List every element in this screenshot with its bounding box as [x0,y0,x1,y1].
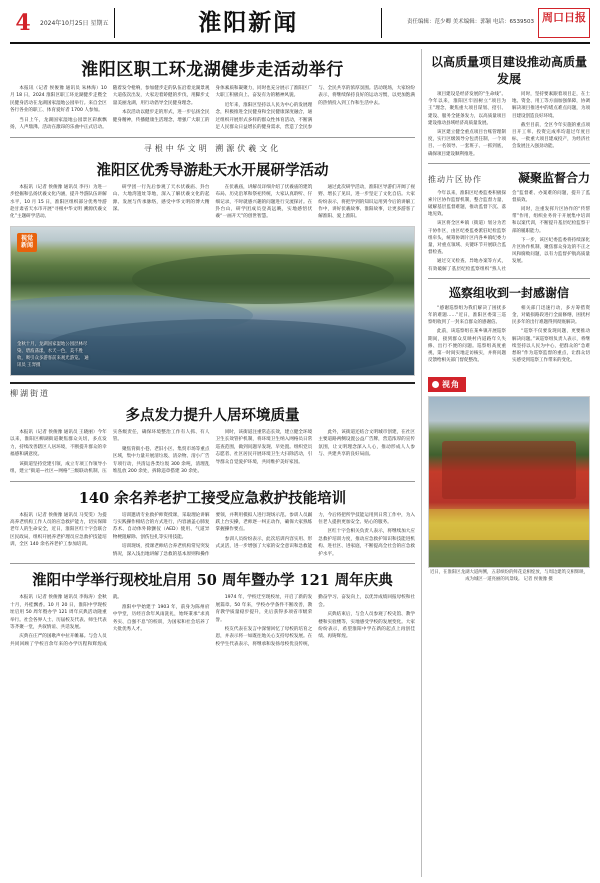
paragraph: 本次活动以健步走的形式，进一步弘扬全民健身精神，传播健康生活理念，增强广大职工的身体素质和凝聚力，同时也充分展示了淮阳区广大职工积极向上、奋发有为的精神风貌。 [112,86,313,123]
paragraph: 截至目前，全区今年实施的重点项目开工率、投资完成率均超过年度目标，一批重大项目建成投产，为经济社会发展注入强劲动能。 [512,122,590,150]
divider [428,278,590,279]
paragraph: 今年以来，淮阳区纪委监委积极探索片区协作监督机制，整合监督力量，破解基层监督难题，推动监督下沉、落地见效。 [428,190,506,218]
school-headline: 淮阳中学举行现校址启用 50 周年暨办学 121 周年庆典 [32,572,393,590]
right-top-headline: 以高质量项目建设推动高质量发展 [430,55,587,86]
divider [10,137,415,138]
divider [10,481,415,482]
paragraph: 此前，该巡察组在某乡镇开展巡察期间，接到群众反映村内道路年久失修、出行不便的问题。巡察组高度重视，第一时间实地走访核实，并将问题反馈给相关部门督促整改。 [428,329,506,364]
flower-photo-caption: 近日，在淮阳区龙湖大道两侧，五彩缤纷的鲜花竞相绽放，与周边建筑交相辉映，成为城区一道亮丽的风景线。 记者 侯俊豫 摄 [429,570,589,582]
page-body [10,49,590,877]
paragraph: 参训人员纷纷表示，此次培训内容实用、形式灵活，进一步增强了大家的安全意识和急救能力，今后将把所学技能运用到日常工作中，为入住老人提供更加安全、贴心的服务。 [215,512,415,550]
left-column [10,49,422,877]
paragraph: 近年来，淮阳区坚持以人民为中心的发展理念，积极推进全民健身和全民健康深度融合，通过组织开展形式多样的群众性体育活动，不断满足人民群众日益增长的健身需求，营造了全民参与、全民共享的浓厚氛围。活动现场，大家纷纷表示，将继续保持良好的运动习惯，以更加饱满的热情投入到工作和生活中去。 [215,86,415,131]
masthead-title: 淮阳新闻 [114,8,382,38]
paragraph: 同时，注重发挥片区协作的“传帮带”作用，组织业务骨干开展集中培训和以案代训，不断提升基层纪检监察干部的履职能力。 [512,207,590,234]
school-article-body [10,594,415,648]
second-headline: 淮阳区优秀导游赴天水开展研学活动 [96,161,329,179]
paragraph: 同时，坚持要素跟着项目走，在土地、资金、用工等方面加强保障，协调解决项目推进中的堵点难点问题，为项目建设创造良好环境。 [512,92,590,119]
photo-detail [429,540,589,567]
street-headline: 多点发力提升人居环境质量 [125,406,300,424]
paragraph: “感谢巡察组为我们解决了困扰多年的难题……”近日，淮阳区委第三巡察组收到了一封来自群众的感谢信。 [428,305,506,326]
right-top-body [428,91,590,158]
article-kicker: 寻根中华文明 溯源伏羲文化 [143,143,282,153]
paragraph: 培训现场，授课老师结合养老机构常见突发情况，深入浅出地讲解了急救的基本原则和操作要领，并利用模拟人进行现场示范。参训人员踊跃上台实操，老师逐一纠正动作，确保大家熟练掌握操作要点。 [112,512,313,557]
mid-article-body [428,190,590,273]
divider [10,382,415,384]
paragraph: 当日上午，龙湖国家湿地公园景区彩旗飘扬，人声鼎沸。活动在激昂的乐曲中正式启动。随着发令枪响，参加健步走的队伍沿着龙湖景观大道依次出发，大家迈着矫健的步伐，用脚步丈量美丽龙湖，用行动倡导全民健身理念。 [10,86,210,131]
paragraph: 通过此次研学活动，淮阳区导游们开阔了视野、增长了见识，进一步坚定了文化自信。大家纷纷表示，将把学到的知识运用到今后的讲解工作中，讲好伏羲故事、淮阳故事，让更多游客了解淮阳、爱上淮阳。 [318,184,415,220]
paragraph: 下一步，该区纪委监委将持续深化片区协作机制，聚焦群众身边的不正之风和腐败问题，以有力监督护航高质量发展。 [512,237,590,265]
photo-detail [429,509,589,540]
paragraph: 研学团一行先后参观了天水伏羲庙、卦台山、大地湾遗址等地，深入了解伏羲文化的起源、发展与传承脉络，感受中华文明的博大精深。 [112,184,210,212]
paragraph: 在伏羲庙，讲解员详细介绍了伏羲庙的建筑布局、历史沿革和祭祀传统，大家认真聆听、仔细记录，不时就感兴趣的问题进行交流探讨。在卦台山，研学团成员登高远眺，实地感悟伏羲“一画开天”的创世智慧。 [215,184,313,220]
lead-article-body [10,85,415,132]
paragraph: 淮阳中学始建于 1903 年，前身为陈州府中学堂，历经百余年风雨洗礼，始终秉承“求真务实、自强不息”的校训，为国家和社会培养了大批优秀人才。 [112,604,210,632]
street-kicker: 柳湖街道 [10,388,50,398]
paragraph: 1974 年，学校迁至现校址，开启了新的发展篇章。50 年来，学校办学条件不断改善，教育教学质量稳步提升，先后获得多项省市级荣誉。 [215,595,313,623]
paragraph: 通过交叉检查、异地办案等方式，有效破解了基层纪检监察组织“熟人社会”监督难、办案难的问题，提升了监督质效。 [428,190,590,272]
paragraph: 项目建设是经济发展的“生命线”。今年以来，淮阳区牢固树立“项目为王”理念，聚焦重大项目谋划、招引、建设、服务全链条发力，以高质量项目建设推动县域经济高质量发展。 [428,92,506,126]
flower-photo [428,396,590,568]
perspective-section [428,372,590,392]
video-news-badge[interactable]: 视觉 新闻 [17,233,37,252]
perspective-tag[interactable] [428,377,466,392]
photo-detail [442,441,576,499]
photo-detail [132,254,394,304]
paragraph: 本报讯（记者 侯俊豫 通讯员 李丹）为进一步挖掘和弘扬伏羲文化内涵，提升导游队伍讲解水平，10 月 15 日，淮阳区组织部分优秀导游赴甘肃省天水市开展“寻根中华文明 溯源伏羲文化”主题研学活动。 [10,184,107,220]
divider [10,563,415,564]
divider [428,163,590,164]
photo-vertical-caption: 金秋十月，龙湖国家湿地公园层林尽染、碧波荡漾，水天一色，美不胜收，吸引众多游客前来观光游览。 通讯员 王羿摄 [17,341,89,368]
masthead [10,6,590,44]
masthead-staff-line: 责任编辑：范少卿 美术编辑：郭颖 电话：6539503 [407,19,534,26]
letter-headline: 巡察组收到一封感谢信 [448,285,569,300]
lake-photo [10,226,415,376]
training-headline: 140 余名养老护工接受应急救护技能培训 [78,489,347,507]
paragraph: 本报讯（记者 侯俊豫 通讯员 马雯雯）为提高养老机构工作人员的应急救护能力，切实保障老年人的生命安全，近日，淮阳区红十字会联合区民政局，组织开展养老护理员应急救护技能培训，全区 140 余名养老护工参加培训。 [10,512,107,548]
paragraph: 区红十字会相关负责人表示，将继续加大应急救护培训力度，推动应急救护知识和技能进机构、进社区、进家庭，不断提高全社会的应急救护水平。 [318,529,415,557]
camera-icon [432,381,439,388]
paragraph: 该区将全区乡镇（街道）划分为若干协作区，由区纪委监委派驻纪检监察组牵头，统筹协调片区内各乡镇纪委力量，对重点领域、关键环节开展联合监督检查。 [428,221,506,256]
paragraph: 本报讯（记者 侯俊豫 通讯员 李海涛）金秋十月，丹桂飘香。10 月 20 日，淮阳中学现校址启用 50 周年暨办学 121 周年庆典活动隆重举行。社会各界人士、历届校友代表、师生代表等齐聚一堂，共叙情谊、共话发展。 [10,595,107,630]
paragraph: 庆典在庄严的国歌声中拉开帷幕。与会人员共同回顾了学校百余年来的办学历程和辉煌成就。 [10,595,122,647]
paragraph: 庆典结束后，与会人员参观了校史馆、教学楼和实验楼等，实地感受学校的发展变化。大家纷纷表示，希望淮阳中学在新的起点上再创佳绩、再铸辉煌。 [318,612,415,640]
mid-headline: 凝聚监督合力 [517,170,590,185]
training-article-body [10,512,415,559]
perspective-tag-label: 视角 [442,380,460,390]
paragraph: 本报讯（记者 侯俊豫 通讯员 王晓丽）今年以来，淮阳区柳湖街道聚焦群众关切，多点发力，持续改善辖区人居环境，不断提升群众的幸福感和满意度。 [10,429,107,458]
street-article-body [10,429,415,476]
paragraph: 此外，该街道还结合文明城市创建，在社区主要道路两侧设置公益广告牌，营造浓厚的宣传氛围，让文明理念深入人心，推动形成人人参与、共建共享的良好局面。 [318,429,415,458]
letter-article-body [428,305,590,367]
second-article-body [10,184,415,221]
issue-date: 2024年10月25日 星期五 [40,20,109,27]
paragraph: 同时，该街道注重常态长效，建立健全环境卫生长效管护机制，将环境卫生纳入网格员日常巡查范围，做到问题早发现、早处置。组织党员志愿者、社区居民开展环境卫生大扫除活动，引导群众自觉爱护环境，共同维护美好家园。 [215,429,313,465]
paragraph: 聚焦背街小巷、老旧小区、集贸市场等重点区域，集中力量开展清垃圾、清杂物、清小广告专项行动，共清运各类垃圾 300 余吨，清理乱堆乱放 200 余处，拆除违章搭建 30 余处。 [112,446,210,475]
paragraph: 校友代表在发言中深情回忆了母校的培育之恩，并表示将一如既往地关心支持母校发展。在校学生代表表示，将继承和发扬母校优良传统，勤奋学习、奋发向上，以优异成绩回报母校和社会。 [215,595,415,647]
right-column [422,49,590,877]
paragraph: 该区建立健全重点项目台账管理制度，实行区级领导分包责任制，一个项目、一名领导、一套班子、一抓到底，确保项目建设顺利推进。 [428,129,506,157]
paragraph: 培训邀请专业救护师资授课，采取理论讲解与实践操作相结合的方式进行，内容涵盖心肺复苏术、自动体外除颤仪（AED）使用、气道异物梗阻解除、创伤包扎等实用技能。 [112,512,210,540]
mid-kicker: 推动片区协作 [428,174,482,184]
paragraph: “巡察不仅要发现问题，更要推动解决问题。”该巡察组负责人表示，将继续坚持以人民为中心，把群众的“急难愁盼”作为巡察监督的重点，让群众切实感受到巡察工作带来的变化。 [512,329,590,364]
paragraph: 相关部门迅速行动，多方筹措资金，对破损路段进行全面修缮，困扰村民多年的出行难题得到彻底解决。 [512,305,590,326]
paragraph: 该街道坚持党建引领，成立专项工作领导小组，建立“街道—社区—网格”三级联动机制，压实各级责任，确保环境整治工作有人抓、有人管。 [10,429,210,475]
photo-detail [43,319,406,376]
paper-logo: 周口日报 [538,8,590,38]
page-number: 4 [15,9,31,36]
lead-headline: 淮阳区职工环龙湖健步走活动举行 [81,60,344,80]
paragraph: 本报讯（记者 侯俊豫 通讯员 朱林海）10 月 18 日，2024 淮阳区职工环龙湖健步走暨全民健身活动在龙湖国家湿地公园举行。来自全区各行各业的职工、体育爱好者 1700 人参加。 [10,86,107,114]
